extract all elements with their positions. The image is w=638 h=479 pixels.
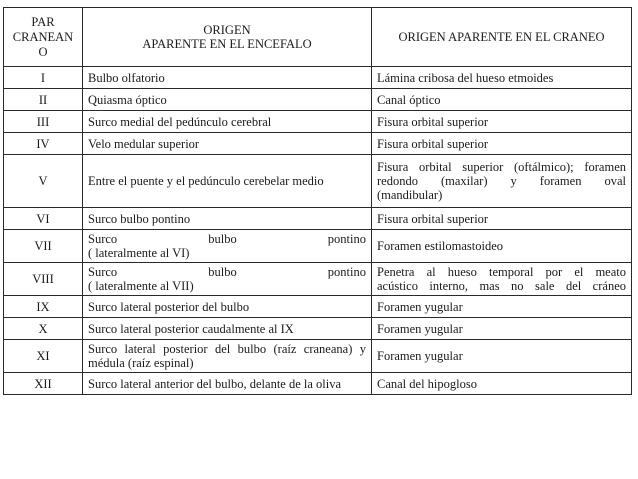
header-row: [4, 8, 632, 67]
origin-encephalon-line: Velo medular superior: [88, 136, 200, 151]
origin-skull-line: Foramen estilomastoideo: [377, 239, 504, 253]
header-origen-line1: ORIGEN: [203, 23, 251, 37]
nerve-number: I: [4, 67, 83, 89]
origin-skull-cell: [372, 373, 632, 395]
origin-encephalon-line: Surco lateral posterior del bulbo (raíz craneana) y: [88, 342, 366, 356]
origin-skull-cell: [372, 133, 632, 155]
origin-encephalon-line: Bulbo olfatorio: [88, 70, 165, 85]
table-row: [4, 155, 632, 208]
table-row: [4, 373, 632, 395]
origin-encephalon-line: Surco medial del pedúnculo cerebral: [88, 114, 272, 129]
origin-encephalon-line: ( lateralmente al VI): [88, 246, 190, 260]
table-row: [4, 340, 632, 373]
origin-skull-line: acústico interno, mas no sale del cráneo: [377, 279, 626, 293]
origin-encephalon-cell: [83, 318, 372, 340]
origin-skull-line: Penetra al hueso temporal por el meato: [377, 265, 626, 279]
origin-skull-cell: [372, 230, 632, 263]
table-row: [4, 296, 632, 318]
origin-skull-line: Foramen yugular: [377, 321, 463, 336]
origin-encephalon-line: ( lateralmente al VII): [88, 279, 194, 293]
origin-skull-line: (mandibular): [377, 188, 443, 202]
header-par-line1: PAR: [31, 14, 55, 29]
nerve-number: V: [4, 155, 83, 208]
origin-encephalon-line: Quiasma óptico: [88, 92, 167, 107]
header-origen-line2: APARENTE EN EL ENCEFALO: [142, 37, 312, 51]
origin-encephalon-cell: [83, 340, 372, 373]
header-origen-craneo: ORIGEN APARENTE EN EL CRANEO: [372, 8, 632, 67]
origin-skull-line: Foramen yugular: [377, 299, 463, 314]
origin-skull-cell: [372, 340, 632, 373]
origin-skull-line: Fisura orbital superior: [377, 114, 489, 129]
table-row: [4, 133, 632, 155]
nerve-number: VIII: [4, 263, 83, 296]
origin-skull-cell: [372, 111, 632, 133]
origin-skull-cell: [372, 208, 632, 230]
origin-skull-cell: [372, 155, 632, 208]
origin-encephalon-line: Surco bulbo pontino: [88, 232, 366, 246]
origin-encephalon-cell: [83, 296, 372, 318]
table-row: [4, 318, 632, 340]
table-row: [4, 89, 632, 111]
origin-encephalon-cell: [83, 111, 372, 133]
origin-encephalon-line: Surco lateral posterior del bulbo: [88, 299, 250, 314]
table-row: [4, 111, 632, 133]
origin-skull-line: Fisura orbital superior (oftálmico); foramen: [377, 160, 626, 174]
table-row: [4, 67, 632, 89]
origin-skull-line: Canal óptico: [377, 92, 441, 107]
origin-skull-cell: [372, 67, 632, 89]
header-par-line2: CRANEAN: [12, 29, 74, 44]
header-par-craneano: [4, 8, 83, 67]
nerve-number: IX: [4, 296, 83, 318]
origin-encephalon-line: Surco lateral posterior caudalmente al IX: [88, 321, 294, 336]
origin-skull-line: Foramen yugular: [377, 349, 463, 363]
origin-encephalon-cell: [83, 263, 372, 296]
origin-skull-cell: [372, 318, 632, 340]
nerve-number: X: [4, 318, 83, 340]
origin-encephalon-cell: [83, 89, 372, 111]
origin-encephalon-line: Surco bulbo pontino: [88, 265, 366, 279]
cranial-nerves-table: [3, 7, 632, 395]
nerve-number: II: [4, 89, 83, 111]
table-row: [4, 208, 632, 230]
origin-encephalon-line: Surco bulbo pontino: [88, 211, 191, 226]
nerve-number: VII: [4, 230, 83, 263]
origin-encephalon-line: Entre el puente y el pedúnculo cerebelar medio: [88, 174, 324, 188]
origin-skull-line: Lámina cribosa del hueso etmoides: [377, 70, 554, 85]
origin-skull-line: Fisura orbital superior: [377, 136, 489, 151]
nerve-number: XII: [4, 373, 83, 395]
origin-skull-cell: [372, 263, 632, 296]
origin-encephalon-cell: [83, 133, 372, 155]
nerve-number: III: [4, 111, 83, 133]
table-body: [4, 67, 632, 395]
header-par-line3: O: [38, 44, 48, 59]
origin-skull-line: redondo (maxilar) y foramen oval: [377, 174, 626, 188]
origin-skull-line: Fisura orbital superior: [377, 211, 489, 226]
header-origen-encefalo: [83, 8, 372, 67]
nerve-number: XI: [4, 340, 83, 373]
origin-skull-line: Canal del hipogloso: [377, 376, 477, 391]
nerve-number: IV: [4, 133, 83, 155]
origin-encephalon-cell: [83, 230, 372, 263]
origin-encephalon-line: médula (raíz espinal): [88, 356, 194, 370]
nerve-number: VI: [4, 208, 83, 230]
origin-encephalon-cell: [83, 373, 372, 395]
origin-skull-cell: [372, 89, 632, 111]
origin-encephalon-cell: [83, 67, 372, 89]
origin-encephalon-cell: [83, 208, 372, 230]
table-row: [4, 263, 632, 296]
origin-skull-cell: [372, 296, 632, 318]
table-row: [4, 230, 632, 263]
origin-encephalon-line: Surco lateral anterior del bulbo, delante de la oliva: [88, 376, 342, 391]
origin-encephalon-cell: [83, 155, 372, 208]
